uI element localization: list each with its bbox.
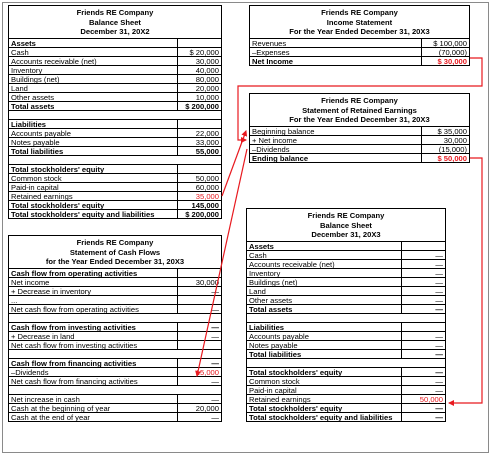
row-value: 50,000 — [177, 174, 221, 182]
row-label: ... — [11, 295, 18, 304]
table-row — [9, 173, 221, 182]
row-value: — — [401, 413, 445, 421]
table-header — [250, 94, 469, 126]
statement-title: Income Statement — [326, 17, 393, 27]
row-value — [401, 242, 445, 250]
table-row — [9, 164, 221, 173]
table-row — [9, 286, 221, 295]
table-row — [9, 394, 221, 403]
table-row — [9, 277, 221, 286]
spacer-row — [247, 313, 445, 322]
row-value: 55,000 — [177, 147, 221, 155]
table-row — [9, 65, 221, 74]
row-value — [401, 323, 445, 331]
table-row — [9, 304, 221, 313]
row-value: — — [401, 341, 445, 349]
table-row — [9, 268, 221, 277]
row-label: Ending balance — [252, 153, 309, 162]
row-label: Net income — [11, 277, 50, 286]
row-label: –Dividends — [11, 367, 49, 376]
row-label: Total liabilities — [11, 146, 64, 155]
table-row — [9, 137, 221, 146]
table-row — [9, 56, 221, 65]
row-label: Total assets — [249, 304, 293, 313]
row-label: + Decrease in land — [11, 331, 75, 340]
row-label: Common stock — [11, 173, 62, 182]
row-label: Accounts payable — [11, 128, 71, 137]
row-value: $ 35,000 — [421, 127, 469, 135]
row-value: $ 200,000 — [177, 210, 221, 218]
row-value: — — [401, 269, 445, 277]
row-value: — — [401, 404, 445, 412]
cash-flow-statement — [8, 235, 222, 422]
row-value: — — [401, 278, 445, 286]
table-row — [250, 135, 469, 144]
company-name: Friends RE Company — [76, 238, 154, 247]
row-value: 40,000 — [177, 66, 221, 74]
row-label: + Net income — [252, 135, 297, 144]
row-value: 35,000 — [177, 192, 221, 200]
row-value: — — [401, 332, 445, 340]
row-label: Inventory — [249, 268, 281, 277]
row-label: Net cash flow from operating activities — [11, 304, 139, 313]
row-label: Common stock — [249, 376, 300, 385]
table-row — [9, 376, 221, 385]
row-value: — — [177, 332, 221, 340]
row-value — [177, 120, 221, 128]
table-row — [9, 367, 221, 376]
table-row — [247, 385, 445, 394]
row-value: — — [177, 305, 221, 313]
statement-title: Balance Sheet — [320, 220, 372, 230]
row-value: — — [401, 260, 445, 268]
table-body — [9, 38, 221, 218]
row-value — [177, 165, 221, 173]
row-value: — — [177, 395, 221, 403]
table-header — [9, 236, 221, 268]
table-header — [247, 209, 445, 241]
row-label: Total stockholders' equity and liabilities — [249, 412, 393, 421]
row-label: Land — [249, 286, 266, 295]
table-row — [9, 92, 221, 101]
table-row — [9, 128, 221, 137]
table-row — [247, 268, 445, 277]
row-label: Retained earnings — [11, 191, 73, 200]
row-label: Total stockholders' equity — [11, 164, 105, 173]
table-row — [250, 144, 469, 153]
row-value: $ 200,000 — [177, 102, 221, 110]
row-value: — — [401, 251, 445, 259]
row-value: (15,000) — [421, 145, 469, 153]
table-row — [247, 250, 445, 259]
row-label: Cash at the beginning of year — [11, 403, 111, 412]
table-row — [9, 182, 221, 191]
row-value — [177, 341, 221, 349]
row-label: Total stockholders' equity — [249, 367, 343, 376]
statement-date: December 31, 20X3 — [311, 230, 381, 240]
table-row — [247, 367, 445, 376]
row-label: Notes payable — [11, 137, 60, 146]
table-row — [9, 358, 221, 367]
row-label: Other assets — [249, 295, 293, 304]
row-label: Land — [11, 83, 28, 92]
table-row — [247, 349, 445, 358]
row-value: $ 30,000 — [421, 57, 469, 65]
spacer-row — [9, 349, 221, 358]
row-value: 30,000 — [177, 57, 221, 65]
row-label: Net cash flow from investing activities — [11, 340, 138, 349]
table-body — [247, 241, 445, 421]
table-row — [247, 340, 445, 349]
table-row — [247, 412, 445, 421]
table-row — [247, 331, 445, 340]
row-value — [177, 39, 221, 47]
company-name: Friends RE Company — [307, 211, 385, 220]
row-label: Accounts receivable (net) — [11, 56, 97, 65]
row-value: 30,000 — [177, 278, 221, 286]
row-value: — — [177, 359, 221, 367]
row-label: Notes payable — [249, 340, 298, 349]
table-row — [9, 191, 221, 200]
table-row — [9, 295, 221, 304]
table-row — [247, 241, 445, 250]
table-row — [9, 74, 221, 83]
table-header — [9, 6, 221, 38]
row-label: Cash — [249, 250, 267, 259]
row-value: — — [401, 287, 445, 295]
statement-period: For the Year Ended December 31, 20X3 — [289, 115, 430, 125]
row-label: Liabilities — [249, 322, 285, 331]
row-label: Net Income — [252, 56, 293, 65]
row-value: 20,000 — [177, 404, 221, 412]
table-body — [9, 268, 221, 421]
statement-title: Statement of Retained Earnings — [302, 105, 417, 115]
table-row — [9, 146, 221, 155]
row-label: –Expenses — [252, 47, 290, 56]
table-row — [250, 47, 469, 56]
table-row — [9, 322, 221, 331]
row-value: $ 50,000 — [421, 154, 469, 162]
statement-title: Statement of Cash Flows — [69, 247, 161, 257]
table-body — [250, 38, 469, 65]
row-label: Paid-in capital — [249, 385, 297, 394]
row-value — [177, 269, 221, 277]
table-row — [247, 259, 445, 268]
row-value: 50,000 — [401, 395, 445, 403]
row-value: 20,000 — [177, 84, 221, 92]
table-header — [250, 6, 469, 38]
row-label: Other assets — [11, 92, 55, 101]
table-row — [247, 394, 445, 403]
row-value: 60,000 — [177, 183, 221, 191]
row-value: 30,000 — [421, 136, 469, 144]
table-row — [250, 126, 469, 135]
retained-earnings-statement — [249, 93, 470, 163]
spacer-row — [247, 358, 445, 367]
table-row — [9, 209, 221, 218]
table-row — [9, 200, 221, 209]
table-row — [247, 295, 445, 304]
row-label: Total liabilities — [249, 349, 302, 358]
table-row — [247, 376, 445, 385]
row-label: Assets — [249, 241, 274, 250]
row-label: Buildings (net) — [11, 74, 60, 83]
statement-period: for the Year Ended December 31, 20X3 — [45, 257, 185, 267]
row-label: Cash flow from investing activities — [11, 322, 136, 331]
balance-sheet-20x2 — [8, 5, 222, 219]
statement-date: December 31, 20X2 — [80, 27, 150, 37]
row-value: — — [401, 377, 445, 385]
row-value: — — [401, 386, 445, 394]
spacer-row — [9, 313, 221, 322]
row-label: Paid-in capital — [11, 182, 59, 191]
row-value: — — [177, 377, 221, 385]
row-value: 80,000 — [177, 75, 221, 83]
row-label: Total assets — [11, 101, 55, 110]
row-value: — — [177, 323, 221, 331]
row-value: $ 20,000 — [177, 48, 221, 56]
row-value: 145,000 — [177, 201, 221, 209]
row-value: (70,000) — [421, 48, 469, 56]
row-value: — — [401, 368, 445, 376]
row-label: Cash flow from operating activities — [11, 268, 138, 277]
table-row — [247, 277, 445, 286]
table-row — [9, 101, 221, 110]
row-value — [177, 296, 221, 304]
income-statement — [249, 5, 470, 66]
table-row — [250, 38, 469, 47]
statement-period: For the Year Ended December 31, 20X3 — [289, 27, 430, 37]
company-name: Friends RE Company — [321, 96, 398, 105]
row-label: Cash at the end of year — [11, 412, 90, 421]
table-row — [250, 153, 469, 162]
row-value: 10,000 — [177, 93, 221, 101]
table-row — [9, 331, 221, 340]
row-value: $ 100,000 — [421, 39, 469, 47]
table-row — [247, 286, 445, 295]
table-row — [9, 403, 221, 412]
table-row — [9, 412, 221, 421]
row-label: Retained earnings — [249, 394, 311, 403]
table-row — [9, 119, 221, 128]
spacer-row — [9, 385, 221, 394]
table-row — [9, 83, 221, 92]
row-label: Cash — [11, 47, 29, 56]
row-label: Buildings (net) — [249, 277, 298, 286]
table-row — [247, 304, 445, 313]
balance-sheet-20x3 — [246, 208, 446, 422]
spacer-row — [9, 155, 221, 164]
row-value: — — [401, 296, 445, 304]
row-label: Accounts receivable (net) — [249, 259, 335, 268]
statement-title: Balance Sheet — [89, 17, 141, 27]
row-label: Liabilities — [11, 119, 47, 128]
table-row — [247, 322, 445, 331]
row-label: Assets — [11, 38, 36, 47]
row-label: Total stockholders' equity — [11, 200, 105, 209]
row-label: –Dividends — [252, 144, 290, 153]
row-label: Beginning balance — [252, 126, 315, 135]
row-label: + Decrease in inventory — [11, 286, 91, 295]
row-label: Total stockholders' equity — [249, 403, 343, 412]
company-name: Friends RE Company — [321, 8, 398, 17]
table-body — [250, 126, 469, 162]
row-label: Net increase in cash — [11, 394, 80, 403]
spacer-row — [9, 110, 221, 119]
row-label: Cash flow from financing activities — [11, 358, 137, 367]
row-value: 33,000 — [177, 138, 221, 146]
row-value: — — [177, 413, 221, 421]
row-label: Revenues — [252, 38, 287, 47]
row-value: 22,000 — [177, 129, 221, 137]
row-value: — — [401, 305, 445, 313]
row-label: Net cash flow from financing activities — [11, 376, 138, 385]
row-label: Total stockholders' equity and liabilities — [11, 209, 155, 218]
row-label: Accounts payable — [249, 331, 309, 340]
table-row — [250, 56, 469, 65]
table-row — [9, 38, 221, 47]
row-value: — — [177, 287, 221, 295]
company-name: Friends RE Company — [76, 8, 154, 17]
row-label: Inventory — [11, 65, 43, 74]
table-row — [9, 340, 221, 349]
row-value: 15,000 — [177, 368, 221, 376]
row-value: — — [401, 350, 445, 358]
table-row — [247, 403, 445, 412]
table-row — [9, 47, 221, 56]
